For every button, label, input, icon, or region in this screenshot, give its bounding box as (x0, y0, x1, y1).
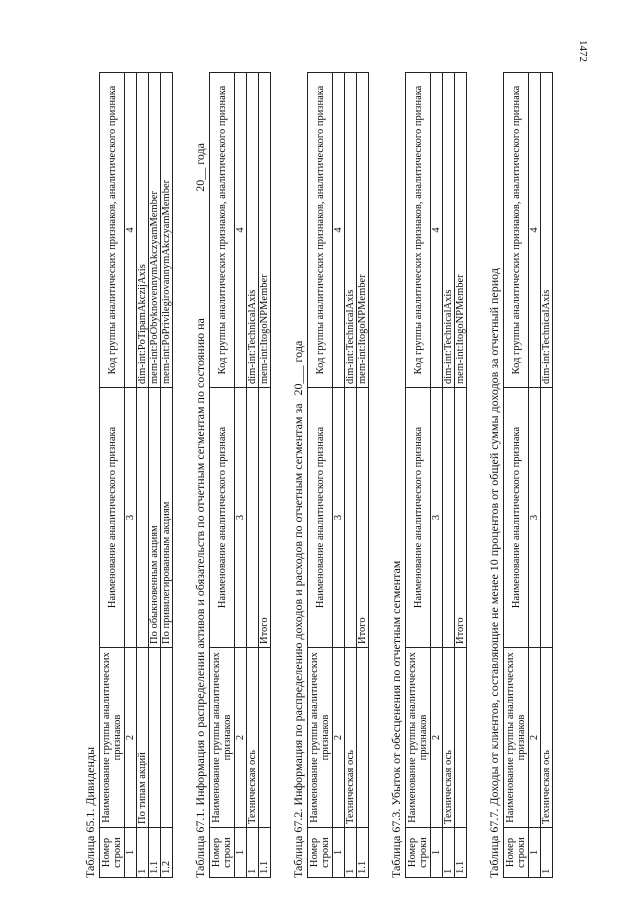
feature-name (247, 388, 259, 648)
table-caption (194, 73, 209, 878)
row-number: 1.1 (357, 828, 369, 878)
group-name: Техническая ось (247, 648, 259, 828)
column-number: 2 (529, 648, 541, 828)
feature-code: mem-int:PoObyknovennymAkczyamMember (149, 73, 161, 388)
page-number: 1472 (577, 40, 589, 62)
feature-code: mem-int:PoPrivilegirovannymAkczyamMember (161, 73, 173, 388)
column-number-row (529, 73, 541, 878)
feature-code: dim-int:TechnicalAxis (541, 73, 553, 388)
header-cell: Наименование аналитического признака (210, 388, 235, 648)
header-cell: Код группы аналитических признаков, аналитического признака (406, 73, 431, 388)
table-67-7-section (488, 73, 553, 878)
row-number: 1 (345, 828, 357, 878)
group-name (357, 648, 369, 828)
column-number: 3 (235, 388, 247, 648)
table-caption (390, 73, 405, 878)
feature-name: По обыкновенным акциям (149, 388, 161, 648)
table-row (161, 73, 173, 878)
header-cell: Код группы аналитических признаков, аналитического признака (100, 73, 125, 388)
table-67-2-section (292, 73, 369, 878)
header-cell: Наименование группы аналитических признаков (100, 648, 125, 828)
table-row (149, 73, 161, 878)
row-number: 1.1 (259, 828, 271, 878)
column-number: 4 (431, 73, 443, 388)
feature-name: Итого (455, 388, 467, 648)
row-number: 1 (541, 828, 553, 878)
column-number-row (333, 73, 345, 878)
feature-name: Итого (259, 388, 271, 648)
caption-year: 20___ года (291, 340, 305, 396)
row-number: 1 (443, 828, 455, 878)
table-67-2 (307, 72, 369, 878)
header-cell: Наименование группы аналитических признаков (406, 648, 431, 828)
column-number: 3 (333, 388, 345, 648)
header-row (210, 73, 235, 878)
feature-name (443, 388, 455, 648)
table-67-1 (209, 72, 271, 878)
caption-year: 20__ года (193, 143, 207, 192)
column-number: 1 (529, 828, 541, 878)
header-cell: Номер строки (406, 828, 431, 878)
header-cell: Номер строки (210, 828, 235, 878)
header-row (504, 73, 529, 878)
column-number: 2 (125, 648, 137, 828)
header-cell: Номер строки (308, 828, 333, 878)
feature-name (541, 388, 553, 648)
column-number: 1 (333, 828, 345, 878)
column-number-row (235, 73, 247, 878)
caption-text: Таблица 67.2. Информация по распределению доходов и расходов по отчетным сегментам за (291, 403, 305, 878)
table-row (455, 73, 467, 878)
feature-code: mem-int:ItogoNPMember (455, 73, 467, 388)
table-65-1-section (84, 73, 173, 878)
group-name: По типам акций (137, 648, 149, 828)
feature-code: dim-int:TechnicalAxis (345, 73, 357, 388)
column-number: 1 (431, 828, 443, 878)
table-row (345, 73, 357, 878)
caption-text: Таблица 67.1. Информация о распределении активов и обязательств по отчетным сегментам по состоянию на (193, 318, 207, 878)
header-cell: Наименование группы аналитических признаков (504, 648, 529, 828)
feature-name (345, 388, 357, 648)
group-name: Техническая ось (443, 648, 455, 828)
table-row (443, 73, 455, 878)
table-row (137, 73, 149, 878)
group-name: Техническая ось (541, 648, 553, 828)
table-caption (84, 73, 99, 878)
caption-text: Таблица 67.7. Доходы от клиентов, составляющие не менее 10 процентов от общей суммы доходов за отчетный период (487, 268, 501, 878)
feature-name (137, 388, 149, 648)
header-row (406, 73, 431, 878)
table-row (541, 73, 553, 878)
table-row (259, 73, 271, 878)
column-number: 4 (333, 73, 345, 388)
feature-name: По привилегированным акциям (161, 388, 173, 648)
feature-code: mem-int:ItogoNPMember (259, 73, 271, 388)
header-cell: Код группы аналитических признаков, аналитического признака (308, 73, 333, 388)
feature-code: dim-int:TechnicalAxis (443, 73, 455, 388)
feature-code: dim-int:TechnicalAxis (247, 73, 259, 388)
column-number: 2 (431, 648, 443, 828)
header-row (100, 73, 125, 878)
row-number: 1 (137, 828, 149, 878)
header-cell: Наименование аналитического признака (308, 388, 333, 648)
header-cell: Наименование группы аналитических признаков (210, 648, 235, 828)
header-cell: Наименование группы аналитических признаков (308, 648, 333, 828)
rotated-page-content (84, 73, 594, 878)
row-number: 1.1 (149, 828, 161, 878)
column-number: 1 (125, 828, 137, 878)
table-67-7 (503, 72, 553, 878)
column-number: 2 (235, 648, 247, 828)
row-number: 1.2 (161, 828, 173, 878)
header-cell: Наименование аналитического признака (406, 388, 431, 648)
column-number: 4 (529, 73, 541, 388)
group-name (259, 648, 271, 828)
column-number: 1 (235, 828, 247, 878)
feature-code: dim-int:PoTipamAkczijAxis (137, 73, 149, 388)
column-number: 3 (529, 388, 541, 648)
header-cell: Номер строки (504, 828, 529, 878)
column-number-row (125, 73, 137, 878)
group-name: Техническая ось (345, 648, 357, 828)
header-cell: Наименование аналитического признака (504, 388, 529, 648)
header-cell: Код группы аналитических признаков, аналитического признака (504, 73, 529, 388)
row-number: 1 (247, 828, 259, 878)
group-name (455, 648, 467, 828)
table-67-3 (405, 72, 467, 878)
column-number-row (431, 73, 443, 878)
column-number: 3 (125, 388, 137, 648)
header-row (308, 73, 333, 878)
table-row (247, 73, 259, 878)
header-cell: Код группы аналитических признаков, аналитического признака (210, 73, 235, 388)
group-name (149, 648, 161, 828)
header-cell: Номер строки (100, 828, 125, 878)
group-name (161, 648, 173, 828)
column-number: 4 (235, 73, 247, 388)
feature-name: Итого (357, 388, 369, 648)
column-number: 3 (431, 388, 443, 648)
column-number: 2 (333, 648, 345, 828)
table-65-1 (99, 72, 173, 878)
table-67-3-section (390, 73, 467, 878)
table-row (357, 73, 369, 878)
row-number: 1.1 (455, 828, 467, 878)
feature-code: mem-int:ItogoNPMember (357, 73, 369, 388)
table-67-1-section (194, 73, 271, 878)
caption-text: Таблица 65.1. Дивиденды (83, 746, 97, 878)
caption-text: Таблица 67.3. Убыток от обесценения по отчетным сегментам (389, 560, 403, 878)
table-caption (292, 73, 307, 878)
column-number: 4 (125, 73, 137, 388)
header-cell: Наименование аналитического признака (100, 388, 125, 648)
table-caption (488, 73, 503, 878)
